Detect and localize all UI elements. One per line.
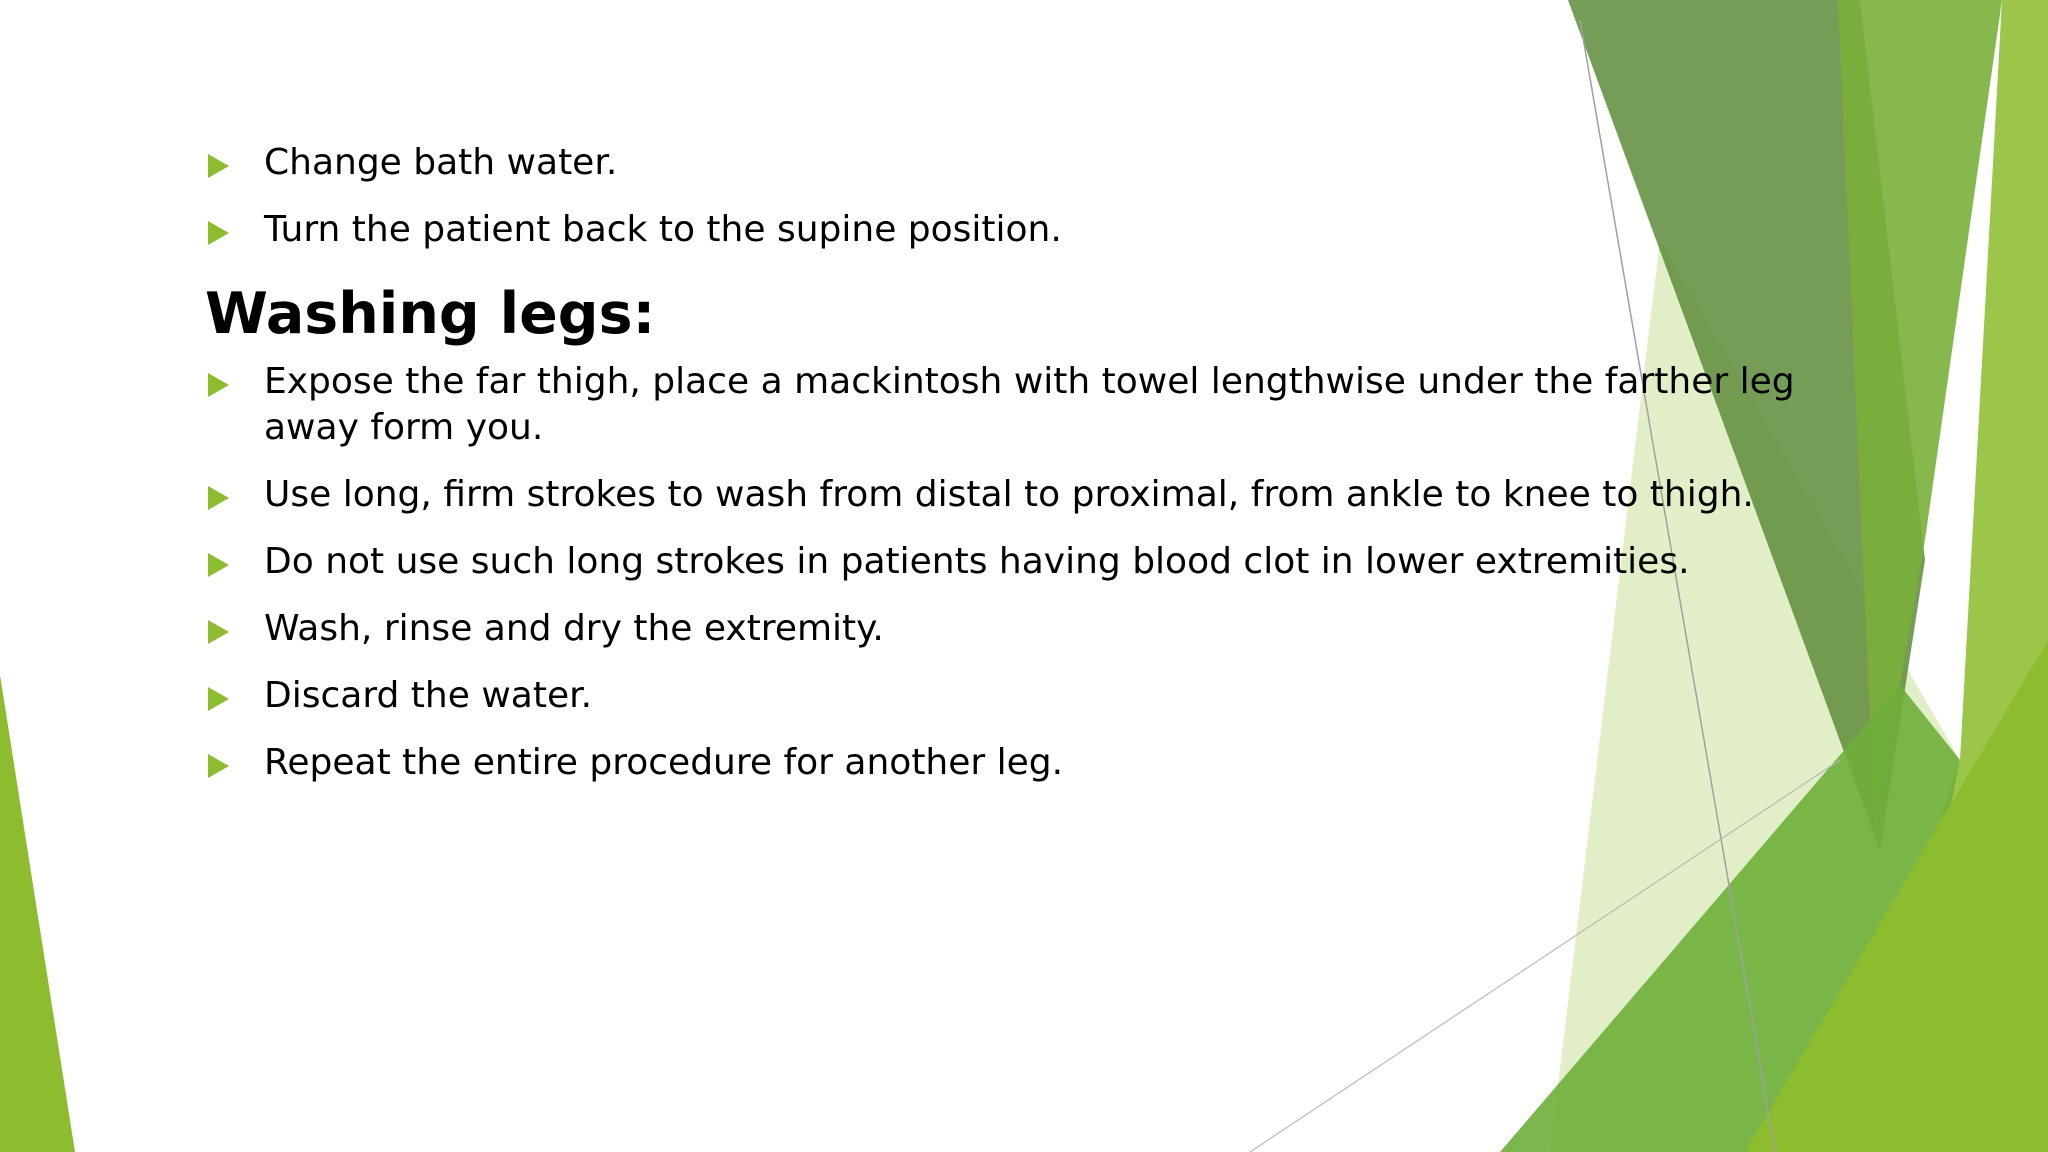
triangle-bullet-icon (208, 687, 229, 711)
list-item (205, 606, 1855, 652)
bullet-text: Do not use such long strokes in patients having blood clot in lower extremities. (264, 541, 1690, 582)
list-item (205, 207, 1855, 253)
intro-bullet-list (205, 140, 1855, 253)
triangle-bullet-icon (208, 373, 229, 397)
list-item (205, 472, 1855, 518)
triangle-bullet-icon (208, 154, 229, 178)
bullet-text: Expose the far thigh, place a mackintosh with towel lengthwise under the farther leg away form you. (264, 361, 1795, 448)
list-item (205, 673, 1855, 719)
bullet-text: Discard the water. (264, 675, 593, 716)
bullet-text: Turn the patient back to the supine position. (264, 209, 1062, 250)
slide-content (205, 140, 1855, 807)
list-item (205, 359, 1855, 451)
list-item (205, 140, 1855, 186)
bullet-text: Use long, firm strokes to wash from distal to proximal, from ankle to knee to thigh. (264, 474, 1754, 515)
list-item (205, 740, 1855, 786)
section-bullet-list (205, 359, 1855, 786)
triangle-bullet-icon (208, 486, 229, 510)
section-heading: Washing legs: (205, 281, 656, 347)
bullet-text: Wash, rinse and dry the extremity. (264, 608, 884, 649)
list-item (205, 539, 1855, 585)
bullet-text: Change bath water. (264, 142, 618, 183)
triangle-bullet-icon (208, 221, 229, 245)
bullet-text: Repeat the entire procedure for another leg. (264, 742, 1064, 783)
triangle-bullet-icon (208, 553, 229, 577)
left-green-sliver (0, 675, 75, 1152)
triangle-bullet-icon (208, 754, 229, 778)
triangle-bullet-icon (208, 620, 229, 644)
